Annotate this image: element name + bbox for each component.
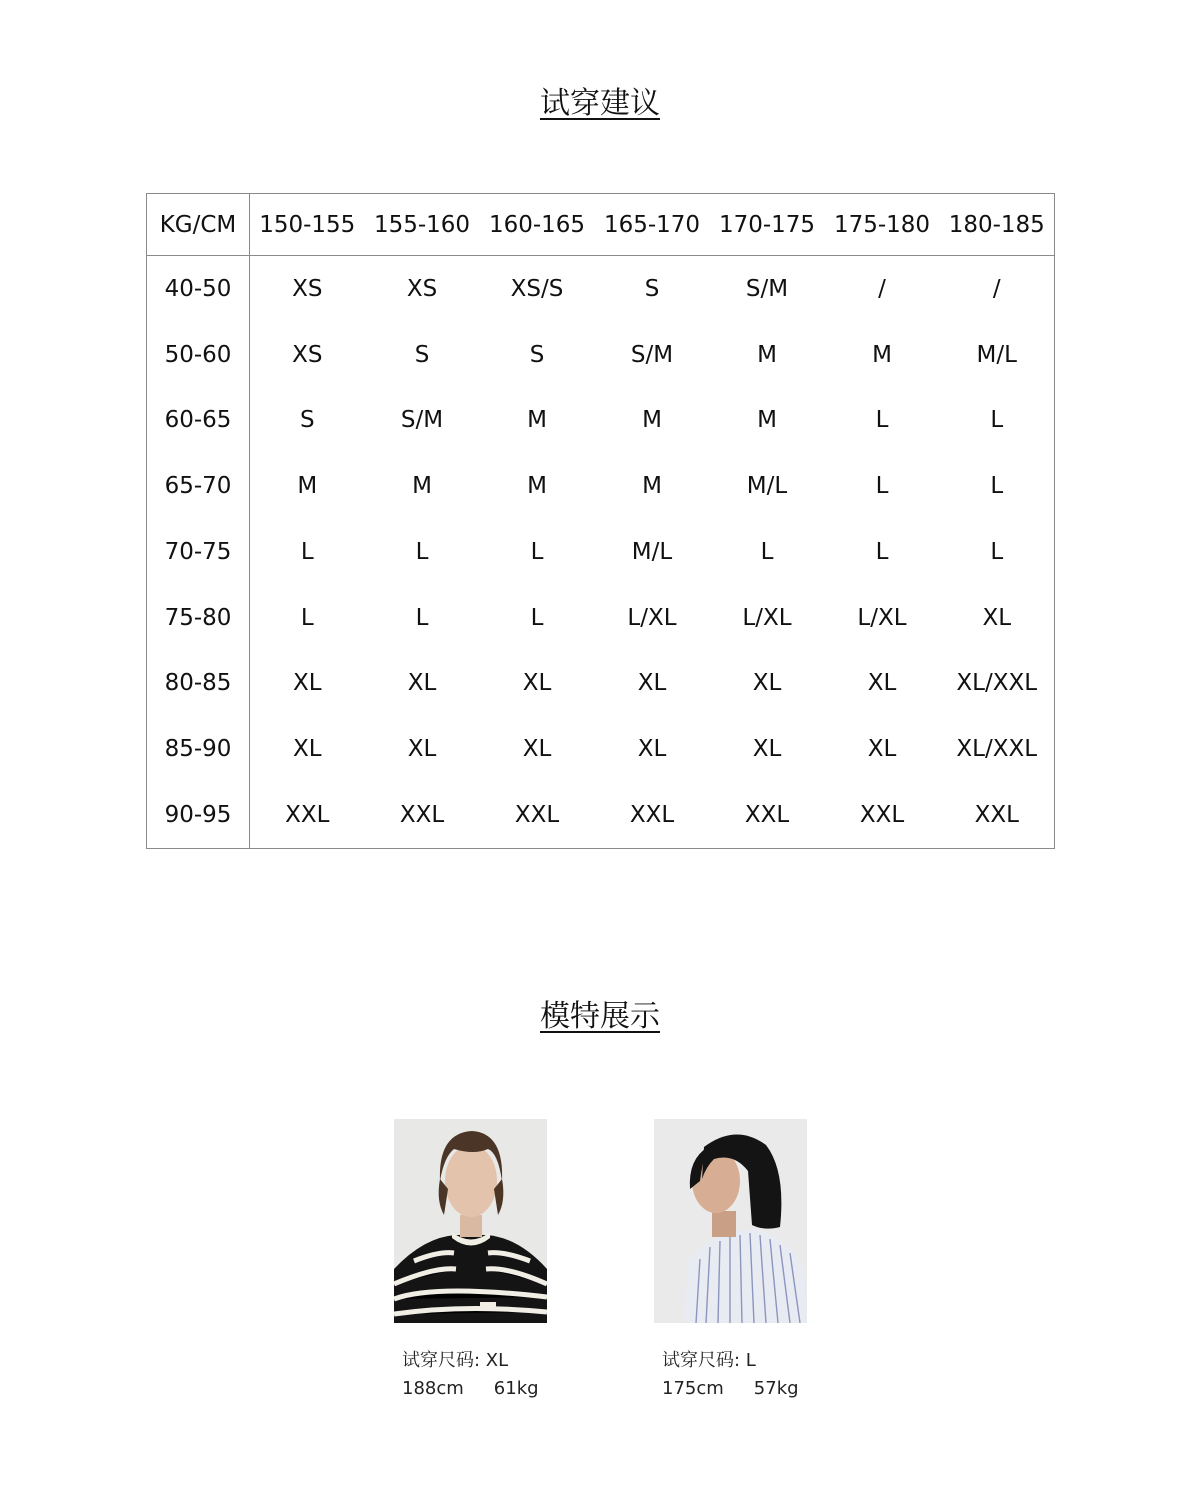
height-header: 155-160 — [365, 194, 480, 256]
size-cell: L — [415, 538, 429, 565]
size-cell: XXL — [974, 802, 1019, 829]
height-header: 180-185 — [940, 194, 1055, 256]
size-cell: M — [527, 407, 547, 434]
size-cell: XS — [406, 275, 438, 302]
size-cell: M — [412, 473, 432, 500]
height-header: 150-155 — [250, 194, 365, 256]
size-cell: XL — [867, 670, 897, 697]
height-header: 170-175 — [710, 194, 825, 256]
model-caption — [402, 1347, 594, 1403]
table-row — [147, 651, 1055, 717]
size-cell: S — [529, 341, 545, 368]
size-cell: XL — [292, 736, 322, 763]
size-cell: M — [757, 407, 777, 434]
table-row — [147, 322, 1055, 388]
size-cell: S/M — [630, 341, 674, 368]
size-cell: XL — [752, 670, 782, 697]
model-height: 175cm — [662, 1378, 724, 1399]
table-row — [147, 388, 1055, 454]
model-card — [654, 1119, 854, 1403]
size-cell: L — [990, 407, 1004, 434]
height-header: 160-165 — [480, 194, 595, 256]
size-cell: L — [300, 538, 314, 565]
model-photo-female-striped-shirt — [654, 1119, 807, 1323]
size-cell: L — [760, 538, 774, 565]
size-cell: XL — [407, 670, 437, 697]
fit-advice-title — [0, 84, 1200, 124]
size-cell: XS — [292, 341, 323, 368]
model-photo-male-striped-sweater — [394, 1119, 547, 1323]
size-cell: XS — [292, 275, 323, 302]
size-cell: XL — [752, 736, 782, 763]
model-size-line: 试穿尺码: L — [662, 1350, 756, 1371]
size-cell: S/M — [400, 407, 444, 434]
size-cell: M — [297, 473, 318, 500]
model-stats — [662, 1375, 854, 1403]
size-cell: XXL — [285, 802, 330, 829]
height-header: 175-180 — [825, 194, 940, 256]
size-cell: L — [990, 538, 1004, 565]
size-cell: XXL — [399, 802, 445, 829]
size-cell: S/M — [745, 275, 789, 302]
size-cell: L — [415, 604, 429, 631]
table-row — [147, 716, 1055, 782]
weight-label: 50-60 — [147, 322, 250, 388]
model-card — [394, 1119, 594, 1403]
size-cell: XL/XXL — [956, 670, 1038, 697]
table-row — [147, 256, 1055, 322]
size-cell: XL/XXL — [956, 736, 1038, 763]
size-cell: L — [875, 538, 889, 565]
size-cell: / — [878, 275, 886, 302]
size-cell: L — [530, 538, 544, 565]
weight-label: 40-50 — [147, 256, 250, 322]
size-cell: M/L — [631, 538, 673, 565]
weight-label: 85-90 — [147, 716, 250, 782]
model-showcase-title — [0, 997, 1200, 1037]
size-cell: M — [642, 407, 662, 434]
table-row — [147, 453, 1055, 519]
table-row — [147, 782, 1055, 848]
size-cell: M/L — [746, 473, 788, 500]
size-cell: L — [990, 473, 1004, 500]
size-cell: M — [642, 473, 662, 500]
size-cell: / — [992, 275, 1001, 302]
model-height: 188cm — [402, 1378, 464, 1399]
size-cell: XS/S — [510, 275, 564, 302]
size-cell: XXL — [859, 802, 905, 829]
model-caption — [662, 1347, 854, 1403]
size-cell: XL — [292, 670, 322, 697]
size-cell: L/XL — [857, 604, 907, 631]
size-cell: S — [644, 275, 660, 302]
weight-label: 80-85 — [147, 651, 250, 717]
size-cell: XL — [982, 604, 1012, 631]
size-cell: XL — [867, 736, 897, 763]
weight-label: 75-80 — [147, 585, 250, 651]
table-row — [147, 585, 1055, 651]
corner-label: KG/CM — [147, 194, 250, 256]
model-weight: 61kg — [493, 1378, 539, 1399]
size-cell: XL — [407, 736, 437, 763]
size-cell: XXL — [744, 802, 790, 829]
model-weight: 57kg — [753, 1378, 799, 1399]
size-cell: XL — [637, 670, 667, 697]
weight-label: 70-75 — [147, 519, 250, 585]
size-cell: XL — [522, 670, 552, 697]
size-cell: M — [872, 341, 892, 368]
size-cell: L/XL — [627, 604, 677, 631]
size-chart-table — [146, 193, 1055, 849]
size-cell: L — [875, 407, 889, 434]
size-cell: L — [300, 604, 314, 631]
size-cell: XL — [637, 736, 667, 763]
weight-label: 60-65 — [147, 388, 250, 454]
size-cell: M — [757, 341, 777, 368]
size-cell: L — [875, 473, 889, 500]
model-size-line: 试穿尺码: XL — [402, 1350, 509, 1371]
size-cell: L — [530, 604, 544, 631]
size-cell: XXL — [629, 802, 675, 829]
model-stats — [402, 1375, 594, 1403]
size-chart-header-row — [147, 194, 1055, 256]
model-showcase-title-text: 模特展示 — [540, 999, 660, 1034]
size-cell: M/L — [976, 341, 1017, 368]
height-header: 165-170 — [595, 194, 710, 256]
size-cell: S — [299, 407, 315, 434]
size-cell: XL — [522, 736, 552, 763]
weight-label: 90-95 — [147, 782, 250, 848]
weight-label: 65-70 — [147, 453, 250, 519]
size-cell: L/XL — [742, 604, 792, 631]
size-cell: M — [527, 473, 547, 500]
fit-advice-title-text: 试穿建议 — [540, 86, 660, 121]
size-cell: XXL — [514, 802, 560, 829]
size-cell: S — [414, 341, 430, 368]
table-row — [147, 519, 1055, 585]
